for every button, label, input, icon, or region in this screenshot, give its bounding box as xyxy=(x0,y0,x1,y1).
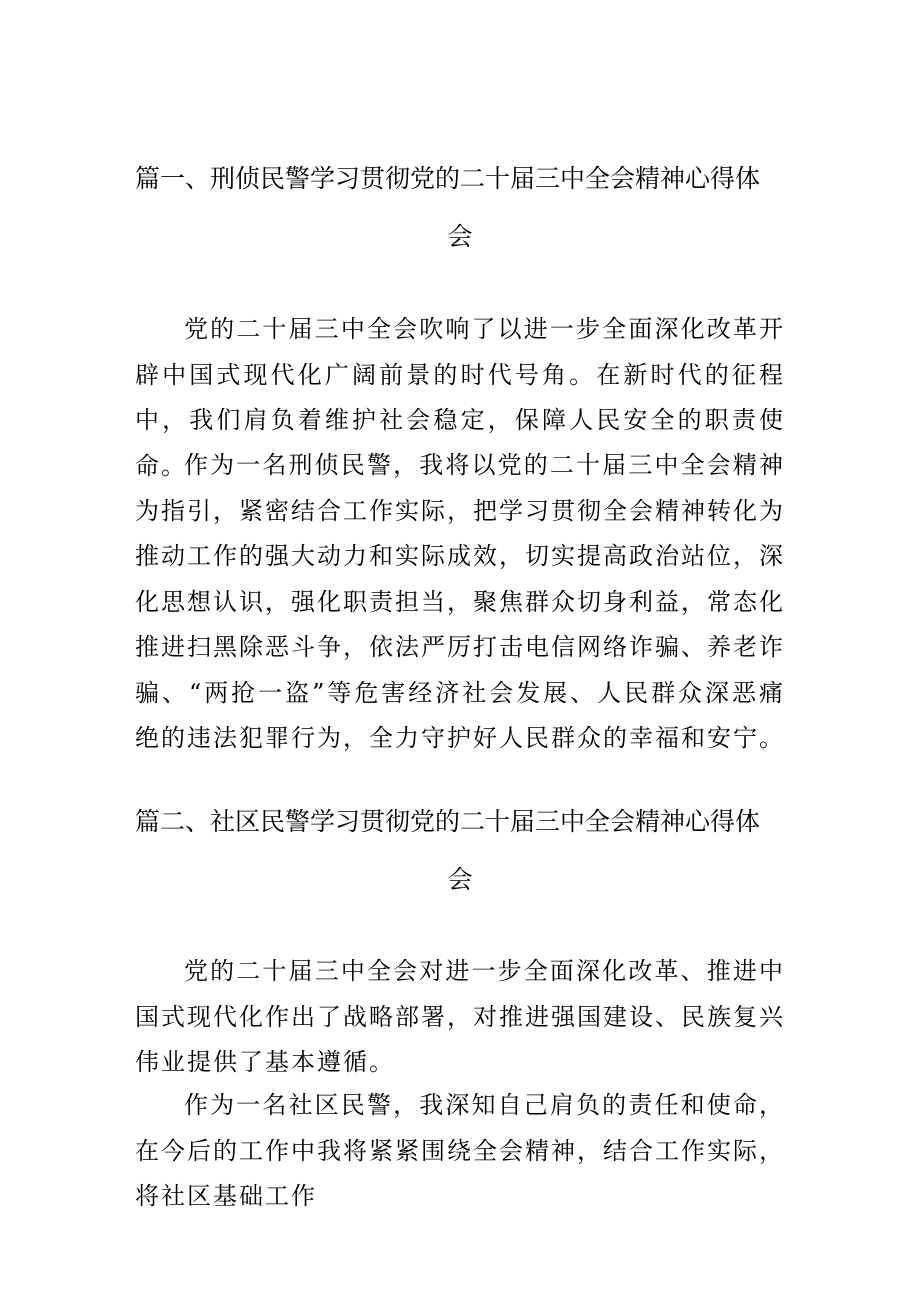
section-title-1 xyxy=(135,150,785,266)
section-1-paragraph-2: 作为一名刑侦民警，我将以党的二十届三中全会精神为指引，紧密结合工作实际，把学习贯彻全会精神转化为推动工作的强大动力和实际成效，切实提高政治站位，深化思想认识，强化职责担当，聚焦群众切身利益，常态化推进扫黑除恶斗争，依法严厉打击电信网络诈骗、养老诈骗、“两抢一盗”等危害经济社会发展、人民群众深恶痛绝的违法犯罪行为，全力守护好人民群众的幸福和安宁。 xyxy=(135,451,785,752)
section-title-2-line1: 篇二、社区民警学习贯彻党的二十届三中全会精神心得体 xyxy=(135,807,761,836)
section-1-paragraph-1: 党的二十届三中全会吹响了以进一步全面深化改革开辟中国式现代化广阔前景的时代号角。在新时代的征程中，我们肩负着维护社会稳定，保障人民安全的职责使命。 xyxy=(135,315,785,480)
section-title-1-line2: 会 xyxy=(447,222,473,251)
section-title-2 xyxy=(135,793,785,909)
section-2-paragraph-1: 党的二十届三中全会对进一步全面深化改革、推进中国式现代化作出了战略部署，对推进强国建设、民族复兴伟业提供了基本遵循。 xyxy=(135,957,785,1076)
section-title-1-line1: 篇一、刑侦民警学习贯彻党的二十届三中全会精神心得体 xyxy=(135,164,761,193)
section-2-paragraph-2: 作为一名社区民警，我深知自己肩负的责任和使命，在今后的工作中我将紧紧围绕全会精神，结合工作实际，将社区基础工作 xyxy=(135,1091,785,1210)
section-title-2-line2: 会 xyxy=(447,865,473,894)
